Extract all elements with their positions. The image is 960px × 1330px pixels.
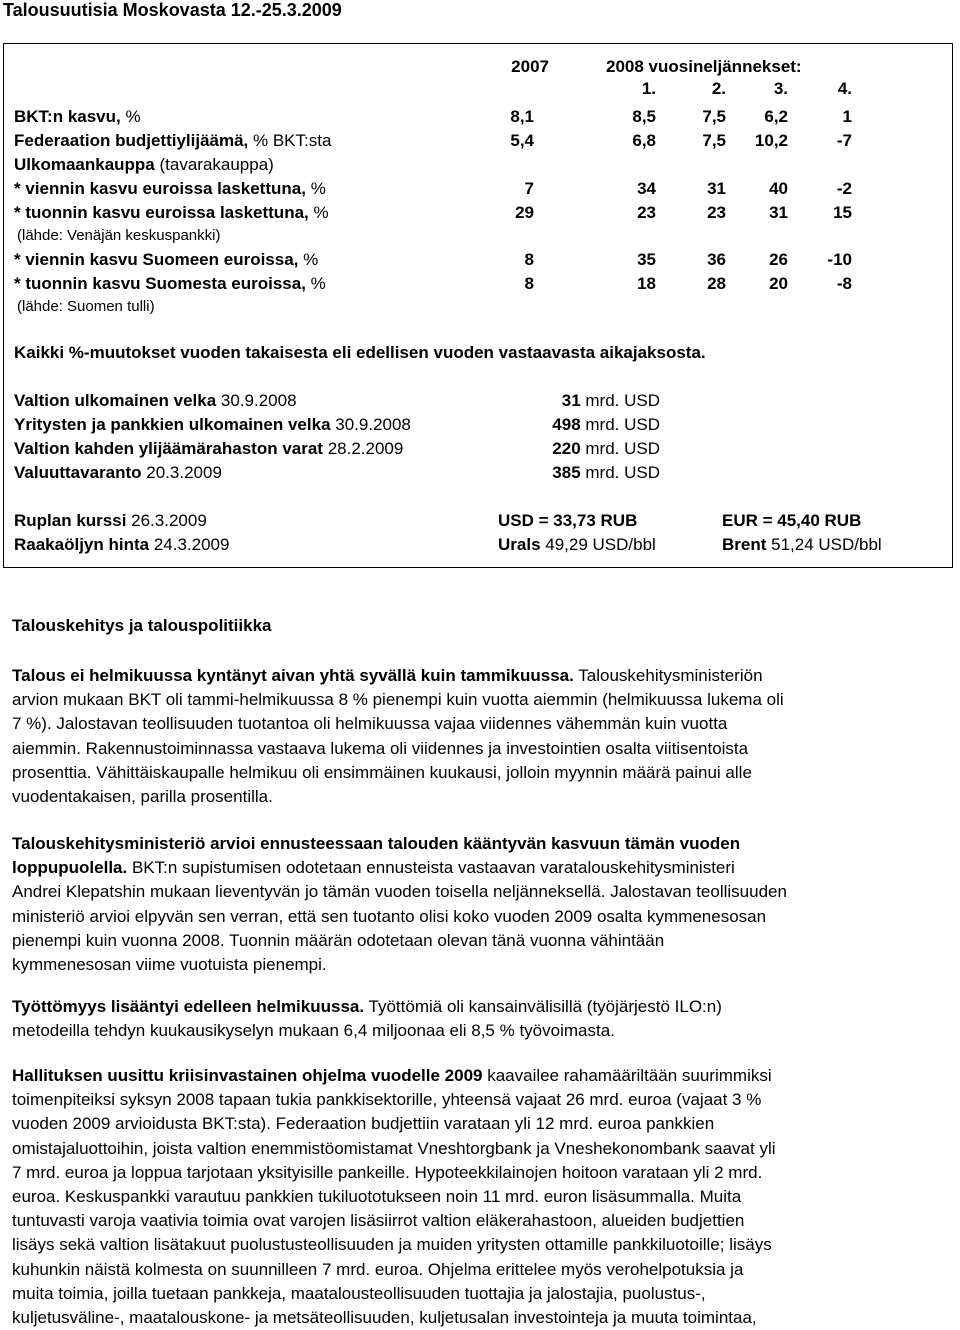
value-2007: 8	[524, 250, 534, 269]
value-quarter: 35	[637, 250, 656, 269]
quarter-header: 2.	[711, 79, 726, 98]
paragraph-line	[12, 1185, 942, 1209]
value-2007: 8	[524, 274, 534, 293]
paragraph-line	[12, 880, 942, 904]
rate-date: 24.3.2009	[149, 535, 230, 554]
paragraph-text: prosenttia. Vähittäiskaupalle helmikuu oli ensimmäinen kuukausi, jolloin myynnin määrä painui alle	[12, 762, 752, 782]
row-label-bold: Federaation budjettiylijäämä,	[14, 131, 249, 150]
rate-value-b-bold: Brent	[722, 535, 767, 554]
table-row	[14, 249, 954, 271]
paragraph	[12, 664, 942, 809]
value-2007: 5,4	[510, 131, 534, 150]
debt-amount	[552, 462, 660, 484]
year-2007-header: 2007	[511, 57, 549, 76]
row-label	[14, 106, 141, 128]
value-quarter: 40	[769, 179, 788, 198]
paragraph-text: Andrei Klepatshin mukaan lieventyvän jo tämän vuoden toisella neljänneksellä. Jalostavan teollisuuden	[12, 882, 787, 902]
quarter-header: 1.	[641, 79, 656, 98]
paragraph-heading: Talous ei helmikuussa kyntänyt aivan yhtä syvällä kuin tammikuussa.	[12, 666, 574, 685]
debt-row	[14, 390, 954, 412]
paragraph-line	[12, 832, 942, 856]
paragraph	[12, 995, 942, 1043]
paragraph-text: kuhunkin näistä kolmesta on suunnilleen 7 mrd. euroa. Ohjelma erittelee myös verohelpotuksia ja	[12, 1259, 744, 1279]
paragraph-line	[12, 856, 942, 880]
rate-value-a-bold: Urals	[498, 535, 541, 554]
paragraph-text: omistajaluottoihin, joista valtion enemmistöomistamat Vneshtorgbank ja Vneshekonombank saavat yli	[12, 1138, 776, 1158]
row-label	[17, 225, 220, 247]
row-label-normal: (tavarakauppa)	[154, 155, 274, 174]
value-2007: 7	[524, 179, 534, 198]
paragraph-line	[12, 1161, 942, 1185]
paragraph-line	[12, 995, 942, 1019]
value-quarter: -2	[836, 179, 852, 198]
row-label-normal: (lähde: Venäjän keskuspankki)	[17, 227, 221, 244]
value-quarter: -7	[836, 131, 852, 150]
value-quarter: -8	[836, 274, 852, 293]
row-label	[17, 296, 155, 318]
paragraph-line	[12, 664, 942, 688]
paragraph-text: arvion mukaan BKT oli tammi-helmikuussa 8 % pienempi kuin vuotta aiemmin (helmikuussa lukema oli	[12, 690, 784, 710]
row-label-bold: * viennin kasvu euroissa laskettuna,	[14, 179, 306, 198]
debt-date: 30.9.2008	[330, 415, 411, 434]
value-quarter: 20	[769, 274, 788, 293]
debt-unit: mrd. USD	[580, 439, 660, 458]
paragraph-text: vuoden 2009 arvioidusta BKT:sta). Federaation budjettiin varataan yli 12 mrd. euroa pankkien	[12, 1114, 715, 1134]
value-quarter: 6,2	[764, 107, 788, 126]
debt-unit: mrd. USD	[580, 391, 660, 410]
value-quarter: 34	[637, 179, 656, 198]
rate-value-b-normal: 51,24 USD/bbl	[766, 535, 882, 554]
table-row	[14, 154, 954, 176]
table-row	[14, 225, 954, 247]
paragraph-heading: Hallituksen uusittu kriisinvastainen ohjelma vuodelle 2009	[12, 1066, 483, 1085]
debt-label-bold: Valtion ulkomainen velka	[14, 391, 217, 410]
row-label-bold: * viennin kasvu Suomeen euroissa,	[14, 250, 299, 269]
year-2008-header: 2008 vuosineljännekset:	[606, 57, 802, 76]
paragraph-text: toimenpiteiksi syksyn 2008 tapaan tukia pankkisektorille, yhteensä vajaat 26 mrd. euroa (vajaat 3 %	[12, 1090, 762, 1110]
rate-value-b	[722, 534, 882, 556]
paragraph-line	[12, 785, 942, 809]
paragraph-text: kymmenesosan viime vuotuista pienempi.	[12, 955, 327, 975]
debt-label-bold: Yritysten ja pankkien ulkomainen velka	[14, 415, 331, 434]
rate-value-b-bold: EUR = 45,40 RUB	[722, 511, 862, 530]
row-label-normal: (lähde: Suomen tulli)	[17, 298, 155, 315]
value-quarter: 23	[707, 203, 726, 222]
table-note: Kaikki %-muutokset vuoden takaisesta eli edellisen vuoden vastaavasta aikajaksosta.	[14, 343, 706, 362]
paragraph-line	[12, 1019, 942, 1043]
paragraph-text: kuljetusväline-, maatalouskone- ja metsäteollisuuden, kuljetusalan investointeja ja muuta toimintaa,	[12, 1308, 757, 1328]
rate-value-a-bold: USD = 33,73 RUB	[498, 511, 638, 530]
rate-row	[14, 534, 954, 556]
row-label-bold: BKT:n kasvu,	[14, 107, 121, 126]
table-header-years	[14, 56, 954, 78]
row-label-bold: Ulkomaankauppa	[14, 155, 155, 174]
paragraph-line	[12, 688, 942, 712]
debt-unit: mrd. USD	[580, 415, 660, 434]
value-quarter: 36	[707, 250, 726, 269]
paragraph-heading: Työttömyys lisääntyi edelleen helmikuussa.	[12, 997, 365, 1016]
paragraph-text: 7 mrd. euroa ja loppua tarjotaan yksityisille pankeille. Hypoteekkilainojen hoitoon varataan yli 2 mrd.	[12, 1162, 763, 1182]
table-row	[14, 202, 954, 224]
paragraph-text: pienempi kuin vuonna 2008. Tuonnin määrän odotetaan olevan tänä vuonna vähintään	[12, 930, 665, 950]
debt-amount-value: 31	[561, 391, 581, 410]
debt-row	[14, 462, 954, 484]
rate-label-bold: Raakaöljyn hinta	[14, 535, 150, 554]
paragraph-text: Talouskehitysministeriön	[573, 666, 763, 685]
debt-amount	[552, 414, 660, 436]
paragraph-line	[12, 929, 942, 953]
value-quarter: 26	[769, 250, 788, 269]
debt-date: 28.2.2009	[322, 439, 404, 458]
paragraph-line	[12, 1306, 942, 1330]
row-label-normal: %	[298, 250, 319, 269]
value-quarter: -10	[827, 250, 852, 269]
paragraph-line	[12, 761, 942, 785]
debt-label	[14, 390, 297, 412]
value-quarter: 23	[637, 203, 656, 222]
paragraph-text: aiemmin. Rakennustoiminnassa vastaava lukema oli viidennes ja investointien osalta viitisentoista	[12, 738, 749, 758]
rate-date: 26.3.2009	[126, 511, 207, 530]
debt-amount-value: 220	[552, 439, 581, 458]
rate-label-bold: Ruplan kurssi	[14, 511, 127, 530]
row-label	[14, 249, 318, 271]
paragraph	[12, 832, 942, 977]
table-header-quarters	[14, 78, 954, 100]
debt-row	[14, 414, 954, 436]
paragraph-line	[12, 1112, 942, 1136]
row-label-normal: %	[120, 107, 141, 126]
paragraph-text: metodeilla tehdyn kuukausikyselyn mukaan 6,4 miljoonaa eli 8,5 % työvoimasta.	[12, 1021, 615, 1041]
paragraph-text: BKT:n supistumisen odotetaan ennusteista vastaavan varatalouskehitysministeri	[127, 858, 735, 878]
value-quarter: 18	[637, 274, 656, 293]
row-label-normal: %	[305, 274, 326, 293]
paragraph-line	[12, 1064, 942, 1088]
debt-amount	[562, 390, 660, 412]
rate-row	[14, 510, 954, 532]
value-quarter: 28	[707, 274, 726, 293]
paragraph-line	[12, 1137, 942, 1161]
table-row	[14, 273, 954, 295]
paragraph-text: muita toimia, joilla tuetaan pankkeja, maatalousteollisuuden tuottajia ja jalostajia, puolustus-,	[12, 1283, 706, 1303]
value-quarter: 10,2	[754, 131, 788, 150]
rate-value-b	[722, 510, 861, 532]
debt-amount	[552, 438, 660, 460]
value-quarter: 31	[707, 179, 726, 198]
debt-label-bold: Valuuttavaranto	[14, 463, 142, 482]
row-label-bold: * tuonnin kasvu euroissa laskettuna,	[14, 203, 309, 222]
value-quarter: 7,5	[702, 107, 726, 126]
value-quarter: 15	[833, 203, 852, 222]
key-figures-box	[3, 43, 953, 568]
value-quarter: 8,5	[632, 107, 656, 126]
debt-label	[14, 462, 222, 484]
paragraph-line	[12, 1258, 942, 1282]
debt-date: 20.3.2009	[141, 463, 222, 482]
quarter-header: 4.	[837, 79, 852, 98]
rate-value-a-normal: 49,29 USD/bbl	[540, 535, 656, 554]
paragraph-line	[12, 1282, 942, 1306]
row-label-normal: %	[308, 203, 329, 222]
debt-unit: mrd. USD	[580, 463, 660, 482]
debt-label-bold: Valtion kahden ylijäämärahaston varat	[14, 439, 323, 458]
paragraph-text: Työttömiä oli kansainvälisillä (työjärjestö ILO:n)	[364, 997, 722, 1016]
paragraph-text: 7 %). Jalostavan teollisuuden tuotantoa oli helmikuussa vajaa viidennes vähemmän kuin vuotta	[12, 714, 728, 734]
paragraph-text: lisäys sekä valtion lisätakuut puolustusteollisuuden ja muiden yritysten ottamille pankkiluotoille; lisäys	[12, 1235, 772, 1255]
debt-amount-value: 385	[552, 463, 581, 482]
paragraph-line	[12, 953, 942, 977]
paragraph-line	[12, 737, 942, 761]
paragraph-line	[12, 1209, 942, 1233]
paragraph-text: kaavailee rahamääriltään suurimmiksi	[482, 1066, 772, 1085]
rate-value-a	[498, 510, 637, 532]
paragraph-text: ministeriö arvioi elpyvän sen verran, että sen tuotanto olisi koko vuoden 2009 osalta kymmenesosan	[12, 906, 767, 926]
value-quarter: 31	[769, 203, 788, 222]
paragraph-heading: Talouskehitysministeriö arvioi ennusteessaan talouden kääntyvän kasvuun tämän vuoden	[12, 834, 741, 853]
rate-label	[14, 510, 207, 532]
paragraph-line	[12, 1233, 942, 1257]
debt-date: 30.9.2008	[216, 391, 297, 410]
paragraph-text: tuntuvasti varoja vaativia toimia ovat varojen lisäsiirrot valtion eläkerahastoon, alueiden budjettien	[12, 1211, 745, 1231]
paragraph-line	[12, 1088, 942, 1112]
value-2007: 29	[515, 203, 534, 222]
row-label	[14, 178, 326, 200]
paragraph-heading: loppupuolella.	[12, 858, 128, 878]
paragraph	[12, 1064, 942, 1330]
debt-label	[14, 438, 403, 460]
table-row	[14, 178, 954, 200]
paragraph-text: vuodentakaisen, parilla prosentilla.	[12, 787, 273, 807]
value-2007: 8,1	[510, 107, 534, 126]
table-row	[14, 296, 954, 318]
table-row	[14, 106, 954, 128]
debt-row	[14, 438, 954, 460]
quarter-header: 3.	[773, 79, 788, 98]
value-quarter: 1	[842, 107, 852, 126]
row-label	[14, 154, 274, 176]
debt-amount-value: 498	[552, 415, 581, 434]
row-label-bold: * tuonnin kasvu Suomesta euroissa,	[14, 274, 306, 293]
value-quarter: 7,5	[702, 131, 726, 150]
document-title: Talousuutisia Moskovasta 12.-25.3.2009	[3, 0, 342, 20]
row-label-normal: %	[305, 179, 326, 198]
paragraph-line	[12, 905, 942, 929]
row-label-normal: % BKT:sta	[248, 131, 332, 150]
row-label	[14, 130, 331, 152]
row-label	[14, 273, 326, 295]
paragraph-line	[12, 712, 942, 736]
rate-value-a	[498, 534, 656, 556]
row-label	[14, 202, 329, 224]
value-quarter: 6,8	[632, 131, 656, 150]
debt-label	[14, 414, 411, 436]
rate-label	[14, 534, 229, 556]
table-row	[14, 130, 954, 152]
section-title: Talouskehitys ja talouspolitiikka	[12, 616, 272, 635]
paragraph-text: euroa. Keskuspankki varautuu pankkien tukiluototukseen noin 11 mrd. euron lisäsummalla. Muita	[12, 1187, 742, 1207]
